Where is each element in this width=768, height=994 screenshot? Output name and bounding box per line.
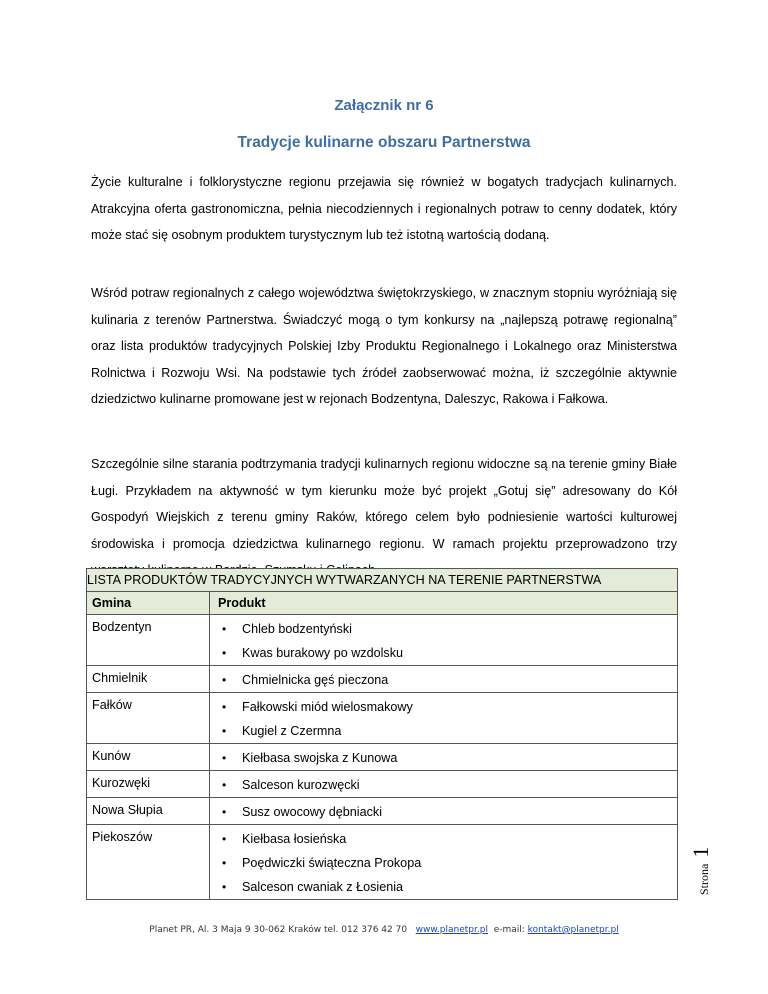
product-list xyxy=(210,825,677,899)
product-item: • Kwas burakowy po wzdolsku xyxy=(210,641,677,665)
page-number-label xyxy=(688,847,714,895)
product-item: • Kiełbasa łosieńska xyxy=(210,827,677,851)
table-row xyxy=(87,615,678,666)
product-item: • Salceson cwaniak z Łosienia xyxy=(210,875,677,899)
page-label-word: Strona xyxy=(697,863,711,895)
footer-email-link[interactable]: kontakt@planetpr.pl xyxy=(527,925,619,935)
document-subtitle: Tradycje kulinarne obszaru Partnerstwa xyxy=(237,134,531,151)
products-cell xyxy=(210,666,678,693)
column-header-produkt: Produkt xyxy=(210,592,678,615)
product-item: • Kugiel z Czermna xyxy=(210,719,677,743)
paragraph-intro: Życie kulturalne i folklorystyczne regionu przejawia się również w bogatych tradycjach kulinarnych. Atrakcyjna oferta gastronomiczna, pełnia niecodziennych i regionalnych potraw to cenny dodatek, który może stać się osobnym produktem turystycznym lub też istotną wartością dodaną. xyxy=(91,175,677,242)
footer-website-link[interactable]: www.planetpr.pl xyxy=(415,925,488,935)
table-row xyxy=(87,771,678,798)
table-row xyxy=(87,798,678,825)
table-row xyxy=(87,693,678,744)
product-list xyxy=(210,798,677,824)
paragraph-regional-dishes: Wśród potraw regionalnych z całego województwa świętokrzyskiego, w znacznym stopniu wyróżniają się kulinaria z terenów Partnerstwa. Świadczyć mogą o tym konkursy na „najlepszą potrawę regionalną” oraz lista produktów tradycyjnych Polskiej Izby Produktu Regionalnego i Lokalnego oraz Ministerstwa Rolnictwa i Rozwoju Wsi. Na podstawie tych źródeł zaobserwować można, iż szczególnie aktywnie dziedzictwo kulinarne promowane jest w rejonach Bodzentyna, Daleszyc, Rakowa i Fałkowa. xyxy=(91,286,677,406)
products-cell xyxy=(210,615,678,666)
document-title: Załącznik nr 6 xyxy=(334,97,434,114)
table-caption-row xyxy=(87,569,678,592)
table-header-row xyxy=(87,592,678,615)
gmina-cell: Chmielnik xyxy=(87,666,210,693)
gmina-cell: Kunów xyxy=(87,744,210,771)
products-cell xyxy=(210,744,678,771)
product-list xyxy=(210,666,677,692)
products-cell xyxy=(210,693,678,744)
table-row xyxy=(87,825,678,900)
table-row xyxy=(87,666,678,693)
footer-address: Planet PR, Al. 3 Maja 9 30-062 Kraków tel. 012 376 42 70 xyxy=(149,925,408,935)
product-item: • Chmielnicka gęś pieczona xyxy=(210,668,677,692)
product-item: • Chleb bodzentyński xyxy=(210,617,677,641)
paragraph-culinary-efforts: Szczególnie silne starania podtrzymania tradycji kulinarnych regionu widoczne są na terenie gminy Białe Ługi. Przykładem na aktywność w tym kierunku może być projekt „Gotuj się” adresowany do Kół Gospodyń Wiejskich z terenu gminy Raków, którego celem było podniesienie wartości kulturowej środowiska i promocja dziedzictwa kulinarnego regionu. W ramach projektu przeprowadzono trzy xyxy=(91,457,677,551)
table-caption: LISTA PRODUKTÓW TRADYCYJNYCH WYTWARZANYCH NA TERENIE PARTNERSTWA xyxy=(87,569,678,592)
product-list xyxy=(210,771,677,797)
products-cell xyxy=(210,771,678,798)
table-row xyxy=(87,744,678,771)
products-table xyxy=(86,568,678,900)
product-list xyxy=(210,615,677,665)
gmina-cell: Nowa Słupia xyxy=(87,798,210,825)
footer-email-label: e-mail: xyxy=(493,925,525,935)
products-cell xyxy=(210,825,678,900)
page-number: 1 xyxy=(688,846,713,858)
product-list xyxy=(210,693,677,743)
product-item: • Susz owocowy dębniacki xyxy=(210,800,677,824)
column-header-gmina: Gmina xyxy=(87,592,210,615)
gmina-cell: Fałków xyxy=(87,693,210,744)
gmina-cell: Bodzentyn xyxy=(87,615,210,666)
product-item: • Kiełbasa swojska z Kunowa xyxy=(210,746,677,770)
gmina-cell: Piekoszów xyxy=(87,825,210,900)
products-cell xyxy=(210,798,678,825)
product-item: • Fałkowski miód wielosmakowy xyxy=(210,695,677,719)
gmina-cell: Kurozwęki xyxy=(87,771,210,798)
product-list xyxy=(210,744,677,770)
product-item: • Poędwiczki świąteczna Prokopa xyxy=(210,851,677,875)
product-item: • Salceson kurozwęcki xyxy=(210,773,677,797)
footer xyxy=(0,925,768,935)
